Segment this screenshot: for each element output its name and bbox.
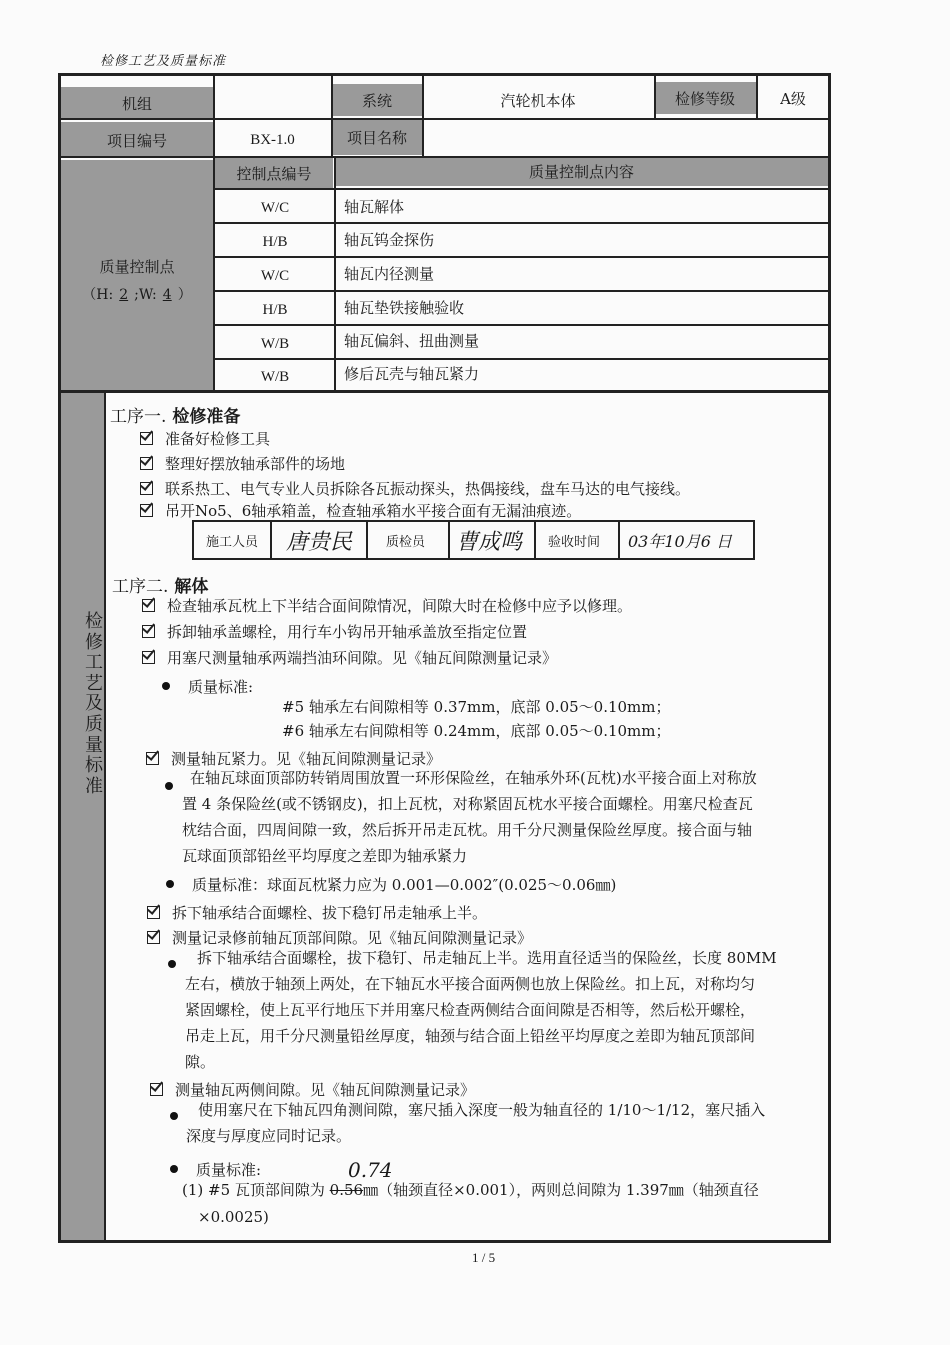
unit-label: 机组 [61,87,213,120]
project-name-value [424,120,828,155]
checkbox-icon [147,906,160,919]
handwritten-correction: 0.74 [348,1158,393,1182]
cp-text-3: 轴瓦内径测量 [344,265,435,283]
tight-standard: 质量标准：球面瓦枕紧力应为 0.001—0.002″(0.025～0.06㎜) [166,874,616,895]
grade-value: A级 [780,89,806,108]
process-side-panel [61,393,104,1240]
cp-code-3: W/C [260,268,290,284]
bullet-icon [166,880,174,888]
qc-side-label: 质量控制点 [99,258,175,276]
checkbox-icon [142,599,155,612]
date-value: 03年10月6 日 [628,531,732,551]
system-value: 汽轮机本体 [500,91,576,110]
date-label: 验收时间 [548,534,601,550]
std1-label: 质量标准: [162,676,253,697]
bullet-icon [170,1112,178,1120]
inspector-signature: 曹成鸣 [456,529,523,555]
cp-code-2: H/B [262,234,288,250]
checkbox-icon [140,482,153,495]
cp-text-4: 轴瓦垫铁接触验收 [344,299,465,317]
remove-item: 拆下轴承结合面螺栓、拔下稳钉吊走轴承上半。 [147,902,487,923]
tight-paragraph: 在轴瓦球面顶部防转销周围放置一环形保险丝，在轴承外环(瓦枕)水平接合面上对称放 置 4 条保险丝(或不锈钢皮)，扣上瓦枕，对称紧固瓦枕水平接合面螺栓。用塞尺检查瓦 枕结合面，四周间隙一致，然后拆开吊走瓦枕。用千分尺测量保险丝厚度。接合面与轴 瓦球面顶部铅丝平均厚度之差即为轴承紧力 [182,769,757,865]
col-content-header: 质量控制点内容 [335,156,828,186]
top-clearance-paragraph: 拆下轴承结合面螺栓，拔下稳钉、吊走轴瓦上半。选用直径适当的保险丝，长度 80MM 左右，横放于轴颈上两处，在下轴瓦水平接合面两侧也放上保险丝。扣上瓦，对称均匀 紧固螺栓，使上瓦平行地压下并用塞尺检查两侧结合面间隙是否相等，然后松开螺栓， 吊走上瓦，用千分尺测量铅丝厚度，轴颈与结合面上铅丝平均厚度之差即为轴瓦顶部间 隙。 [185,949,777,1071]
side-clearance-item: 测量轴瓦两侧间隙。见《轴瓦间隙测量记录》 [150,1079,475,1100]
std2-line-1: (1) #5 瓦顶部间隙为 0.56㎜（轴颈直径×0.001），两则总间隙为 1.397㎜（轴颈直径 [182,1181,759,1199]
sec1-item-4: 吊开No5、6轴承箱盖，检查轴承箱水平接合面有无漏油痕迹。 [140,500,581,521]
checkbox-icon [150,1083,163,1096]
w-count: 4 [162,287,172,303]
bullet-icon [170,1165,178,1173]
bullet-icon [162,682,170,690]
grade-label: 检修等级 [654,82,756,114]
unit-value [215,87,330,120]
cp-text-5: 轴瓦偏斜、扭曲测量 [344,332,480,350]
std1-line-2: #6 轴承左右间隙相等 0.24mm，底部 0.05～0.10mm； [282,722,671,740]
top-clearance-item: 测量记录修前轴瓦顶部间隙。见《轴瓦间隙测量记录》 [147,927,532,948]
sec2-item-1: 检查轴承瓦枕上下半结合面间隙情况，间隙大时在检修中应予以修理。 [142,595,632,616]
cp-text-6: 修后瓦壳与轴瓦紧力 [344,365,480,383]
cp-code-6: W/B [260,369,290,385]
std2-line-2: ×0.0025) [198,1208,269,1226]
std1-line-1: #5 轴承左右间隙相等 0.37mm，底部 0.05～0.10mm； [282,698,671,716]
bullet-icon [165,782,173,790]
section-1-title: 工序一. 检修准备 [110,407,241,427]
inspector-label: 质检员 [386,534,426,550]
bullet-icon [168,960,176,968]
checkbox-icon [140,504,153,517]
project-name-label: 项目名称 [332,120,422,155]
worker-label: 施工人员 [206,534,259,550]
side-clearance-paragraph: 使用塞尺在下轴瓦四角测间隙，塞尺插入深度一般为轴直径的 1/10～1/12，塞尺插入 深度与厚度应同时记录。 [186,1101,766,1145]
checkbox-icon [147,931,160,944]
cp-text-2: 轴瓦钨金探伤 [344,231,435,249]
cp-code-5: W/B [260,336,290,352]
sec1-item-3: 联系热工、电气专业人员拆除各瓦振动探头，热偶接线，盘车马达的电气接线。 [140,478,690,499]
cp-code-1: W/C [260,200,290,216]
system-label: 系统 [332,84,422,116]
struck-value: 0.56 [329,1181,364,1199]
document-header: 检修工艺及质量标准 [100,54,227,69]
checkbox-icon [142,651,155,664]
cp-code-4: H/B [262,302,288,318]
std2-label: 质量标准: [170,1159,261,1180]
checkbox-icon [140,432,153,445]
qc-count: （H: 2 ;W: 4 ） [82,287,192,303]
page-number: 1 / 5 [472,1250,496,1265]
checkbox-icon [140,457,153,470]
checkbox-icon [142,625,155,638]
project-no-value: BX-1.0 [250,131,295,148]
project-no-label: 项目编号 [61,122,213,158]
h-count: 2 [119,287,129,303]
section-2-title: 工序二. 解体 [112,577,209,597]
sec1-item-2: 整理好摆放轴承部件的场地 [140,453,345,474]
worker-signature: 唐贵民 [286,529,353,555]
sec2-item-2: 拆卸轴承盖螺栓，用行车小钩吊开轴承盖放至指定位置 [142,621,527,642]
signoff-box [192,520,755,560]
process-side-label: 检修工艺及质量标准 [85,611,103,797]
tight-item: 测量轴瓦紧力。见《轴瓦间隙测量记录》 [146,748,441,769]
col-code-header: 控制点编号 [215,158,333,189]
sec1-item-1: 准备好检修工具 [140,428,270,449]
sec2-item-3: 用塞尺测量轴承两端挡油环间隙。见《轴瓦间隙测量记录》 [142,647,557,668]
checkbox-icon [146,752,159,765]
cp-text-1: 轴瓦解体 [344,198,405,216]
